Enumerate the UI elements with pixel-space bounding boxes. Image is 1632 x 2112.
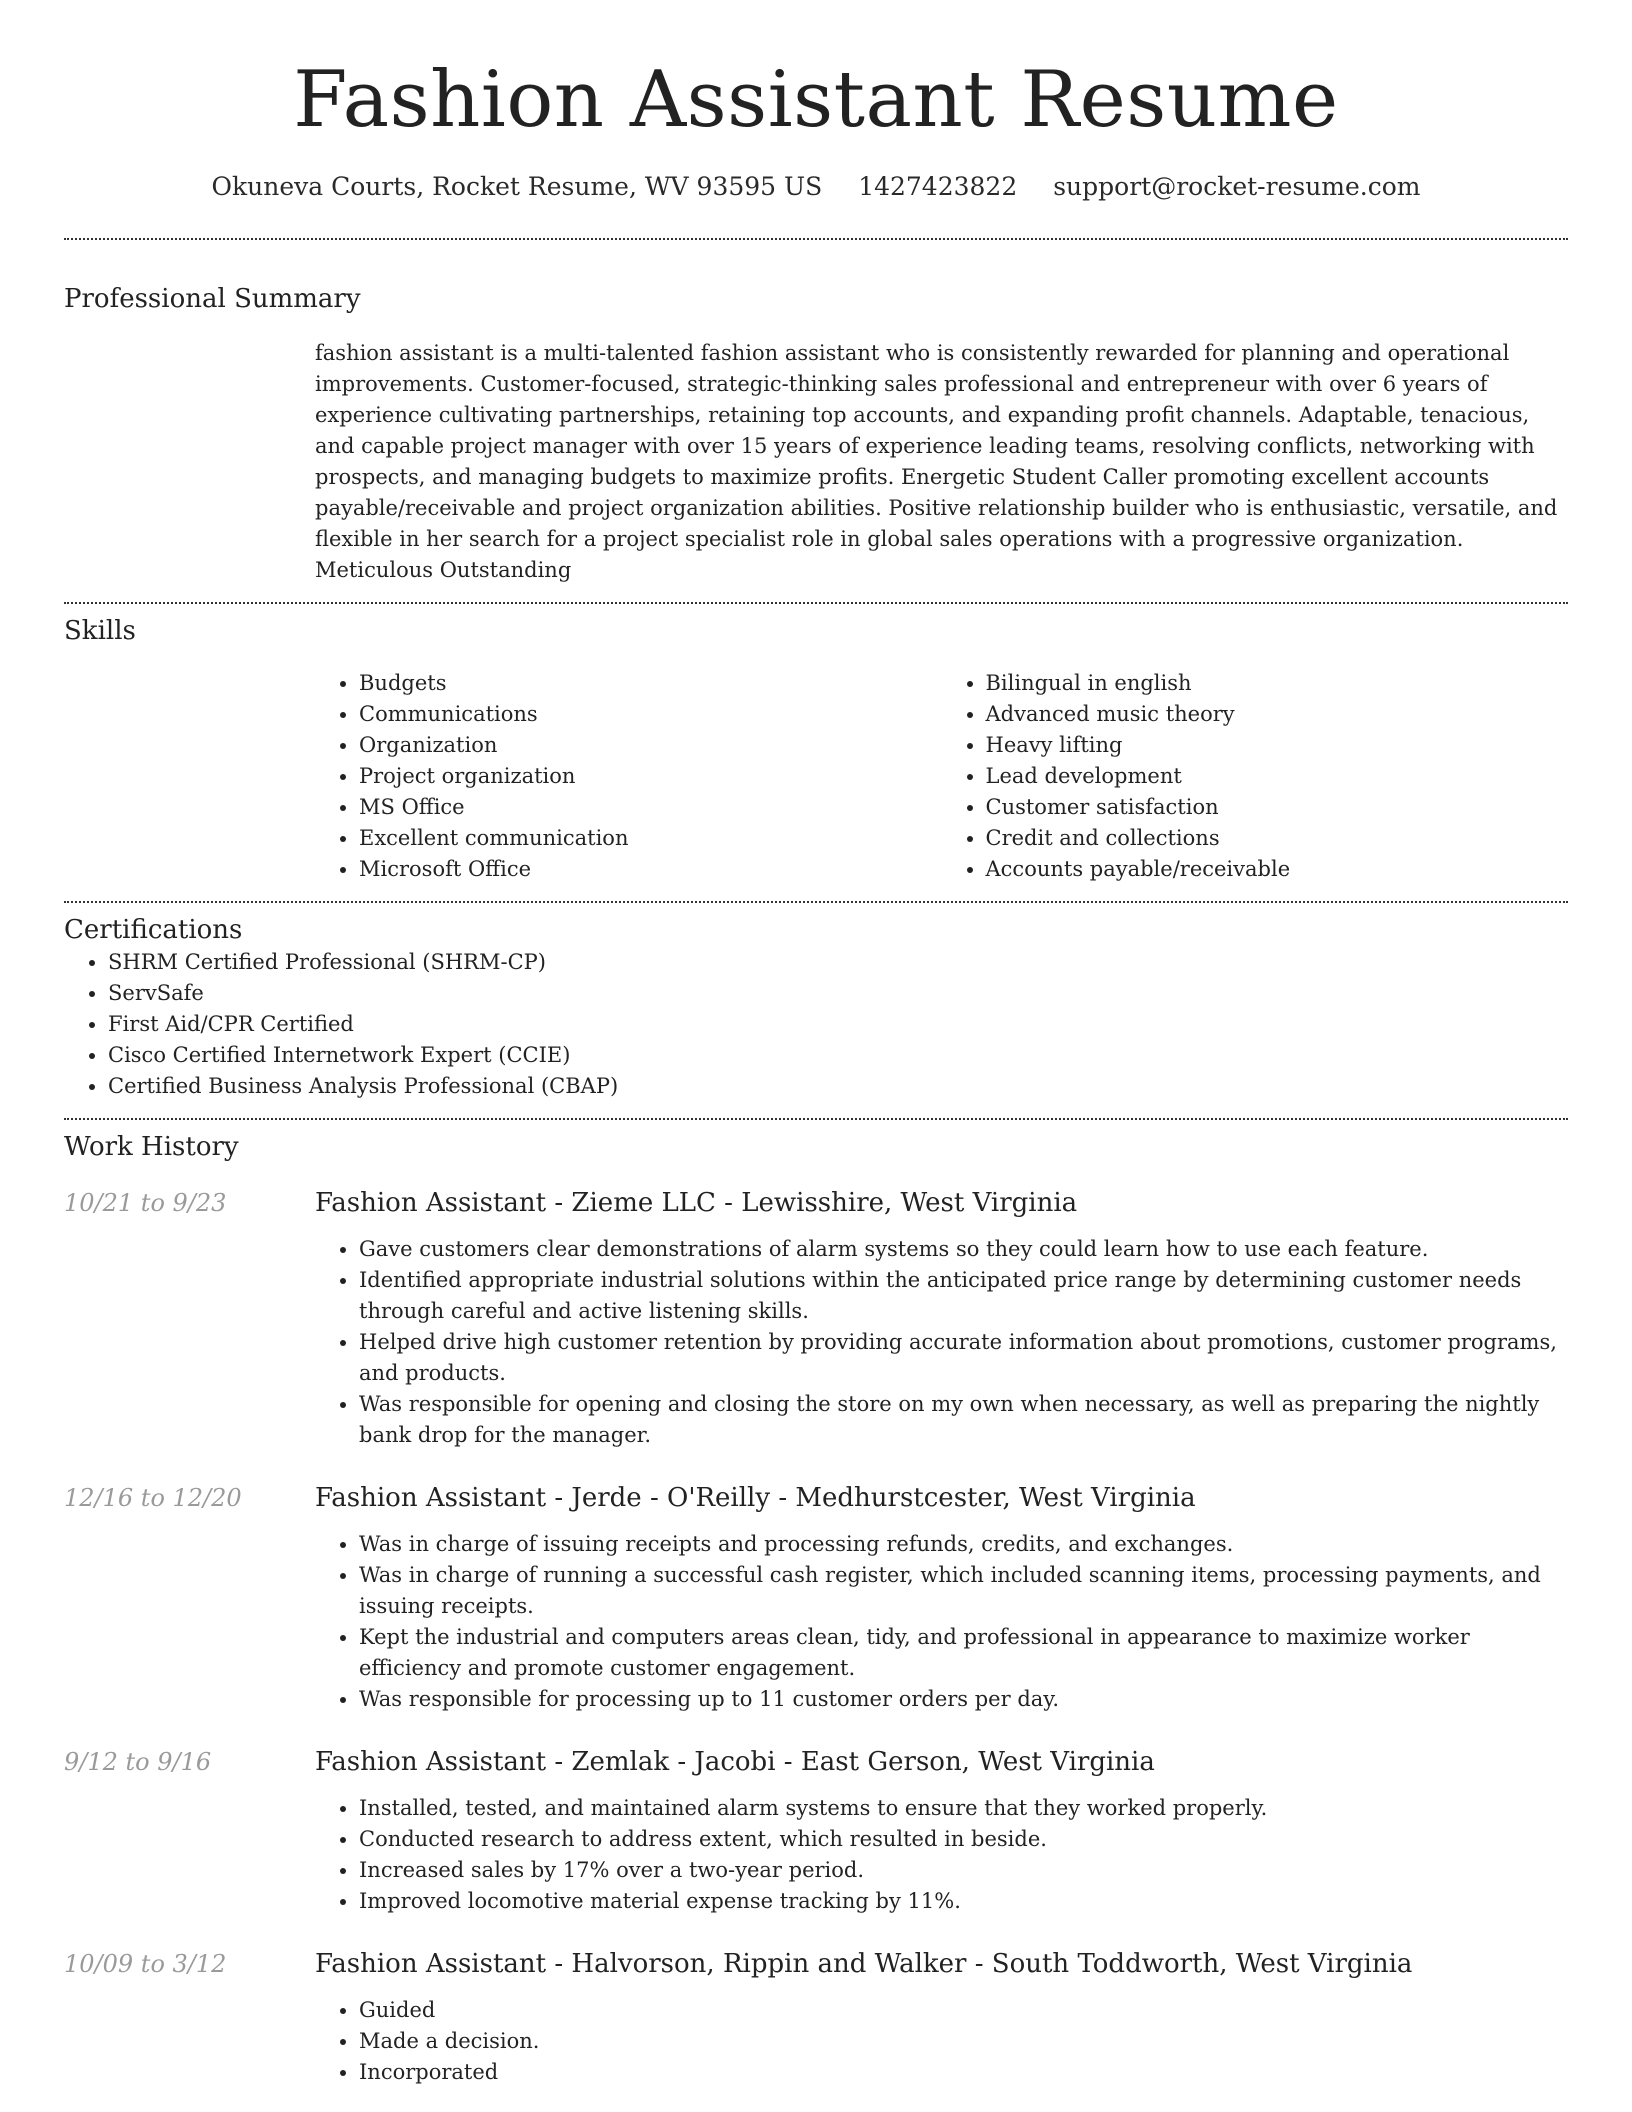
job-entry bbox=[64, 1186, 1568, 1451]
skill-item: • Excellent communication bbox=[359, 823, 942, 854]
job-body bbox=[315, 1481, 1568, 1715]
certification-item: • Certified Business Analysis Professional (CBAP) bbox=[108, 1071, 1568, 1102]
job-bullet: • Incorporated bbox=[359, 2057, 1568, 2088]
job-title: Fashion Assistant - Jerde - O'Reilly - Medhurstcester, West Virginia bbox=[315, 1483, 1196, 1513]
job-bullet: • Was responsible for processing up to 11 customer orders per day. bbox=[359, 1684, 1568, 1715]
job-bullet: • Increased sales by 17% over a two-year period. bbox=[359, 1855, 1568, 1886]
job-dates: 12/16 to 12/20 bbox=[64, 1484, 242, 1512]
skills-section bbox=[64, 604, 1568, 901]
job-bullets bbox=[315, 1529, 1568, 1715]
summary-heading: Professional Summary bbox=[64, 284, 361, 314]
skill-item: • Credit and collections bbox=[986, 823, 1569, 854]
summary-text: fashion assistant is a multi-talented fashion assistant who is consistently rewarded for planning and operational improvements. Customer-focused, strategic-thinking sales professional and entrepreneur with over 6 years of experience cultivating partnerships, retaining top accounts, and expanding profit channels. Adaptable, tenacious, and capable project manager with over 15 years of experience leading teams, resolving conflicts, networking with prospects, and managing budgets to maximize profits. Energetic Student Caller promoting excellent accounts payable/receivable and project organization abilities. Positive relationship builder who is enthusiastic, versatile, and flexible in her search for a project specialist role in global sales operations with a progressive organization. Meticulous Outstanding bbox=[315, 341, 1558, 582]
job-entry bbox=[64, 1481, 1568, 1715]
skill-item: • Bilingual in english bbox=[986, 668, 1569, 699]
contact-address: Okuneva Courts, Rocket Resume, WV 93595 US bbox=[211, 172, 823, 201]
job-entry bbox=[64, 1947, 1568, 2088]
job-dates: 10/21 to 9/23 bbox=[64, 1189, 227, 1217]
job-bullets bbox=[315, 1234, 1568, 1451]
skill-item: • Organization bbox=[359, 730, 942, 761]
certifications-list bbox=[64, 947, 1568, 1102]
certification-item: • ServSafe bbox=[108, 978, 1568, 1009]
certification-item: • SHRM Certified Professional (SHRM-CP) bbox=[108, 947, 1568, 978]
job-bullet: • Guided bbox=[359, 1995, 1568, 2026]
skill-item: • Accounts payable/receivable bbox=[986, 854, 1569, 885]
certification-item: • Cisco Certified Internetwork Expert (CCIE) bbox=[108, 1040, 1568, 1071]
skill-item: • MS Office bbox=[359, 792, 942, 823]
job-title: Fashion Assistant - Halvorson, Rippin and Walker - South Toddworth, West Virginia bbox=[315, 1949, 1413, 1979]
certifications-heading: Certifications bbox=[64, 915, 243, 945]
job-bullets bbox=[315, 1995, 1568, 2088]
skills-list-left bbox=[315, 668, 942, 885]
skill-item: • Project organization bbox=[359, 761, 942, 792]
job-dates: 9/12 to 9/16 bbox=[64, 1748, 212, 1776]
work-history-heading: Work History bbox=[64, 1132, 239, 1162]
certifications-section bbox=[64, 903, 1568, 1118]
contact-line bbox=[64, 170, 1568, 204]
job-bullets bbox=[315, 1793, 1568, 1917]
skill-item: • Heavy lifting bbox=[986, 730, 1569, 761]
skill-item: • Microsoft Office bbox=[359, 854, 942, 885]
job-bullet: • Kept the industrial and computers areas clean, tidy, and professional in appearance to maximize worker efficiency and promote customer engagement. bbox=[359, 1622, 1568, 1684]
job-bullet: • Gave customers clear demonstrations of alarm systems so they could learn how to use each feature. bbox=[359, 1234, 1568, 1265]
skills-list-right bbox=[942, 668, 1569, 885]
skill-item: • Lead development bbox=[986, 761, 1569, 792]
skill-item: • Budgets bbox=[359, 668, 942, 699]
contact-email[interactable]: support@rocket-resume.com bbox=[1053, 172, 1421, 201]
job-bullet: • Was in charge of issuing receipts and processing refunds, credits, and exchanges. bbox=[359, 1529, 1568, 1560]
resume-title: Fashion Assistant Resume bbox=[293, 55, 1339, 145]
job-title: Fashion Assistant - Zieme LLC - Lewisshire, West Virginia bbox=[315, 1188, 1078, 1218]
work-history-section bbox=[64, 1120, 1568, 2088]
skill-item: • Advanced music theory bbox=[986, 699, 1569, 730]
job-entry bbox=[64, 1745, 1568, 1917]
job-bullet: • Was responsible for opening and closing the store on my own when necessary, as well as preparing the nightly bank drop for the manager. bbox=[359, 1389, 1568, 1451]
summary-section bbox=[64, 240, 1568, 602]
job-bullet: • Helped drive high customer retention by providing accurate information about promotions, customer programs, and products. bbox=[359, 1327, 1568, 1389]
job-bullet: • Installed, tested, and maintained alarm systems to ensure that they worked properly. bbox=[359, 1793, 1568, 1824]
job-title: Fashion Assistant - Zemlak - Jacobi - East Gerson, West Virginia bbox=[315, 1747, 1155, 1777]
skill-item: • Communications bbox=[359, 699, 942, 730]
job-bullet: • Improved locomotive material expense tracking by 11%. bbox=[359, 1886, 1568, 1917]
job-dates: 10/09 to 3/12 bbox=[64, 1950, 227, 1978]
job-body bbox=[315, 1745, 1568, 1917]
job-bullet: • Identified appropriate industrial solutions within the anticipated price range by determining customer needs through careful and active listening skills. bbox=[359, 1265, 1568, 1327]
skill-item: • Customer satisfaction bbox=[986, 792, 1569, 823]
skills-columns bbox=[315, 668, 1568, 885]
job-bullet: • Made a decision. bbox=[359, 2026, 1568, 2057]
skills-heading: Skills bbox=[64, 616, 136, 646]
job-bullet: • Conducted research to address extent, which resulted in beside. bbox=[359, 1824, 1568, 1855]
job-body bbox=[315, 1186, 1568, 1451]
job-bullet: • Was in charge of running a successful cash register, which included scanning items, processing payments, and issuing receipts. bbox=[359, 1560, 1568, 1622]
job-body bbox=[315, 1947, 1568, 2088]
certification-item: • First Aid/CPR Certified bbox=[108, 1009, 1568, 1040]
contact-phone: 1427423822 bbox=[858, 172, 1018, 201]
